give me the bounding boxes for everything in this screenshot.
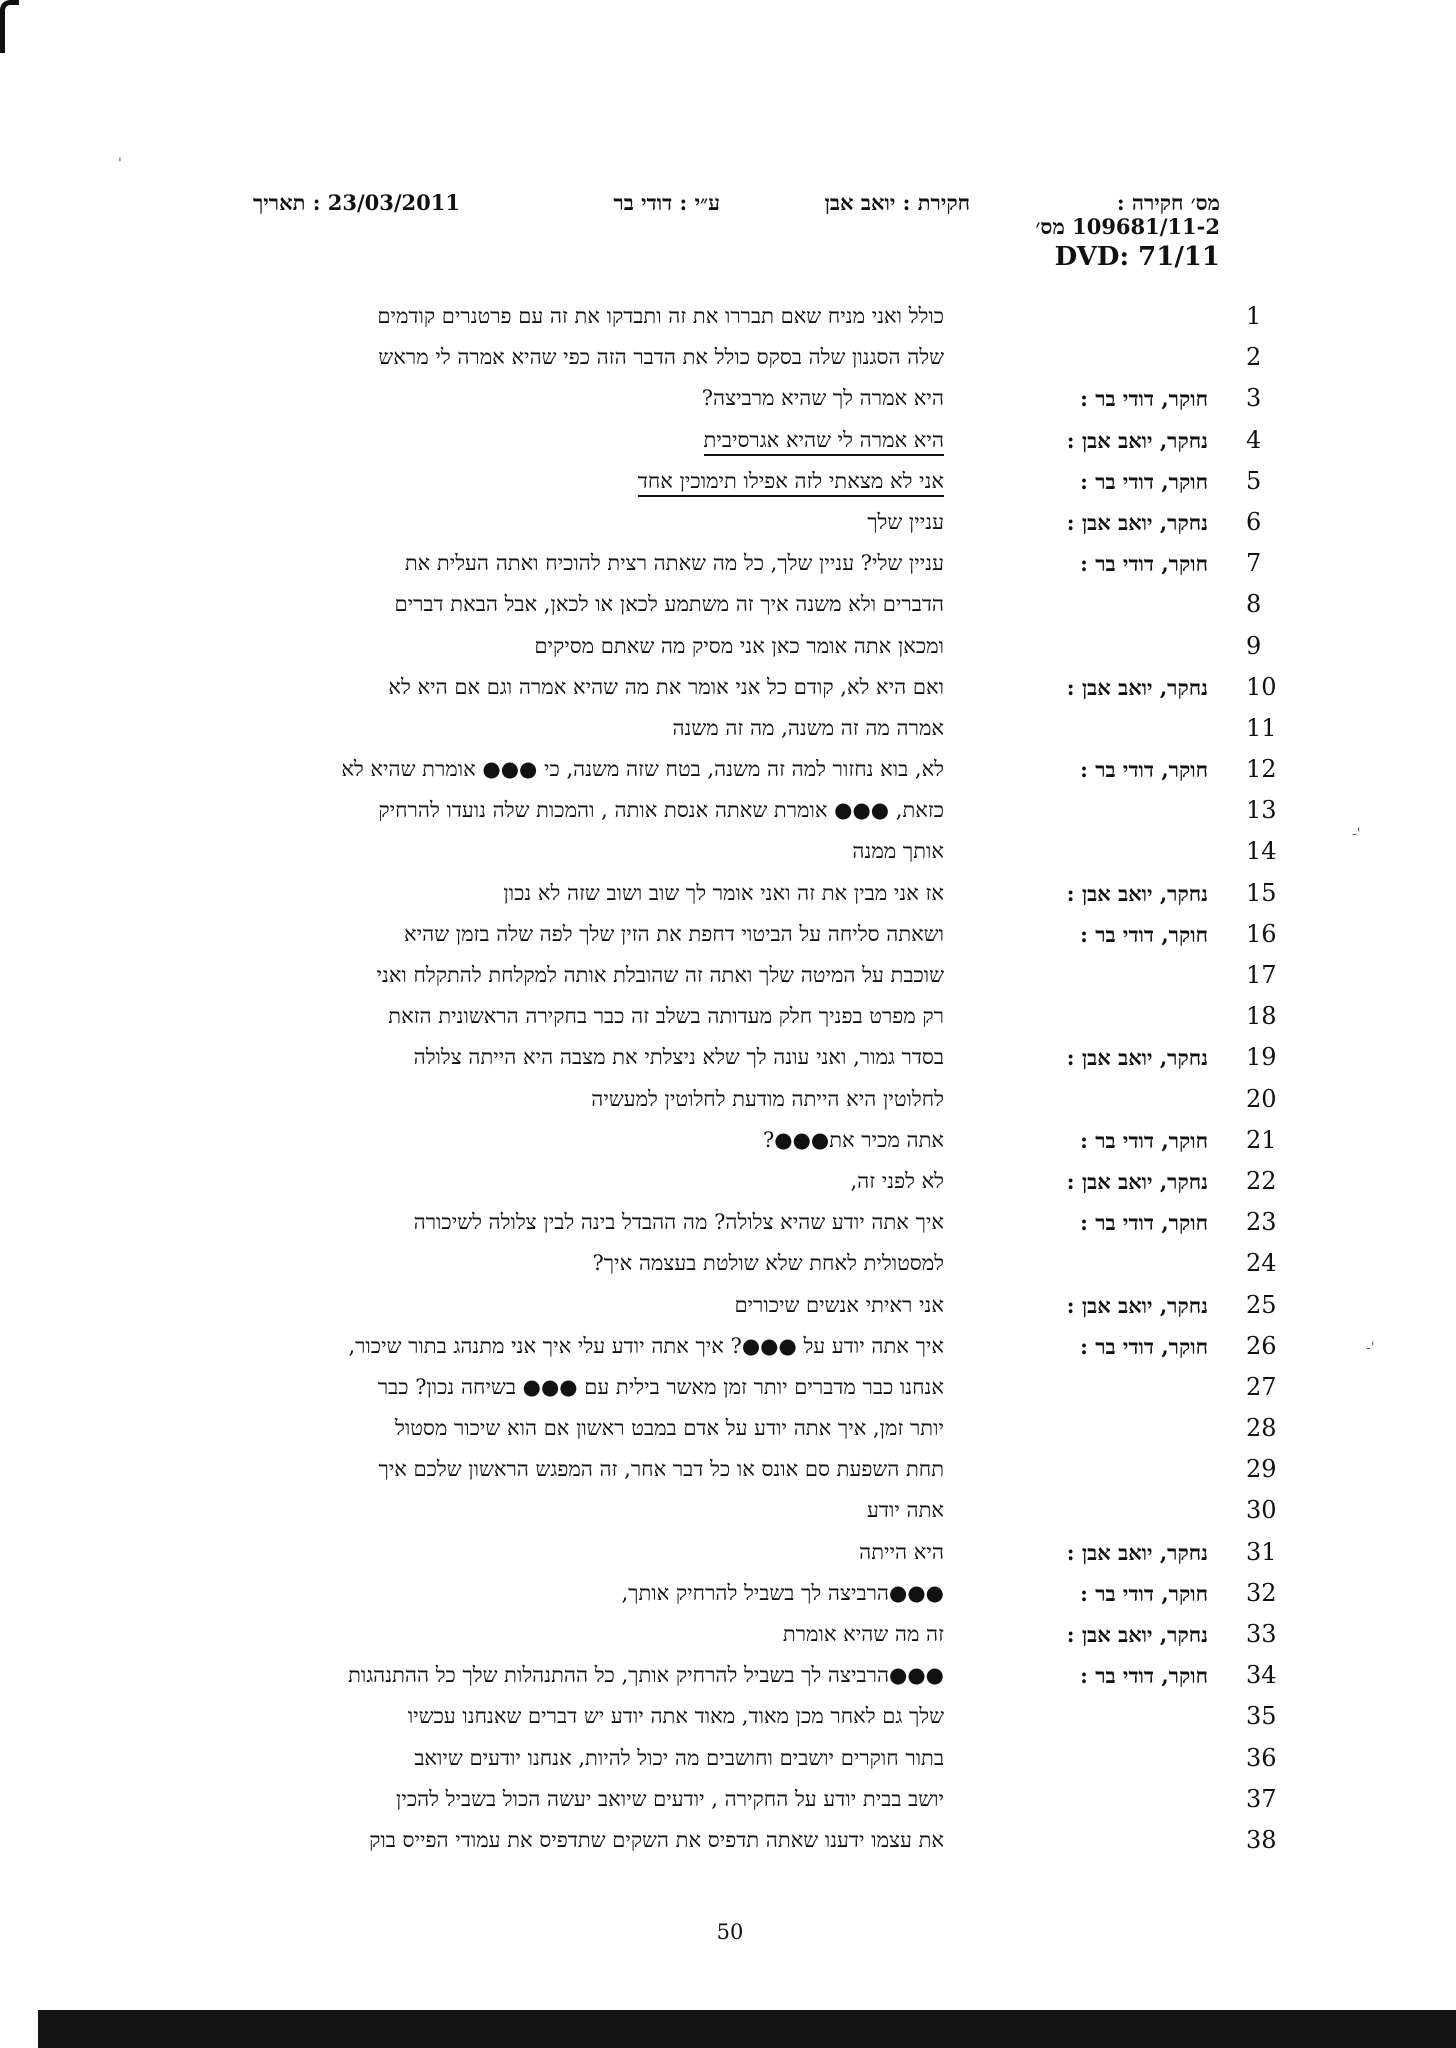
line-text — [224, 1828, 944, 1853]
line-text — [224, 1581, 944, 1606]
transcript-line — [0, 1826, 1456, 1867]
transcript-line — [0, 467, 1456, 508]
speaker-label: חוקר, דודי בר : — [1080, 551, 1208, 577]
line-text-content: בתור חוקרים יושבים וחושבים מה יכול להיות, אנחנו יודעים שיואב — [414, 1745, 944, 1770]
line-text-content: למסטולית לאחת שלא שולטת בעצמה איך? — [592, 1251, 944, 1276]
transcript-line — [0, 796, 1456, 837]
line-number: 37 — [1246, 1784, 1277, 1813]
transcript-line — [0, 755, 1456, 796]
line-number: 29 — [1246, 1455, 1277, 1484]
line-number: 19 — [1246, 1043, 1277, 1072]
line-text-content: כזאת, ●●● אומרת שאתה אנסת אותה , והמכות שלה נועדו להרחיק — [378, 798, 944, 823]
line-text-content: ושאתה סליחה על הביטוי דחפת את הזין שלך לפה שלה בזמן שהיא — [404, 921, 944, 946]
line-text-content: לא לפני זה, — [850, 1168, 944, 1193]
line-number: 34 — [1246, 1661, 1277, 1690]
line-text-content: שוכבת על המיטה שלך ואתה זה שהובלת אותה למקלחת להתקלח ואני — [376, 963, 944, 987]
transcript-line — [0, 1455, 1456, 1496]
speaker-label: נחקר, יואב אבן : — [1066, 1539, 1208, 1565]
line-number: 7 — [1246, 549, 1262, 578]
line-text — [224, 469, 944, 494]
line-text — [224, 1704, 944, 1729]
line-text-content: יושב בבית יודע על החקירה , יודעים שיואב יעשה הכול בשביל להכין — [395, 1786, 944, 1811]
speaker-label: חוקר, דודי בר : — [1080, 1210, 1208, 1236]
transcript-line — [0, 1744, 1456, 1785]
line-number: 23 — [1246, 1208, 1277, 1237]
line-number: 24 — [1246, 1249, 1277, 1278]
transcript-line — [0, 1373, 1456, 1414]
line-text-content: ואם היא לא, קודם כל אני אומר את מה שהיא אמרה וגם אם היא לא — [388, 674, 944, 699]
page-number: 50 — [716, 1920, 744, 1944]
speaker-label: חוקר, דודי בר : — [1080, 1127, 1208, 1153]
line-text — [224, 1622, 944, 1647]
case-number: 109681/11-2 מס׳ — [1035, 214, 1220, 239]
line-text-content: עניין שלך — [867, 509, 944, 534]
line-text — [224, 1746, 944, 1771]
line-text-content: אותך ממנה — [852, 839, 944, 864]
transcript-line — [0, 426, 1456, 467]
line-text — [224, 634, 944, 659]
line-text — [224, 1334, 944, 1359]
line-text — [224, 675, 944, 700]
line-text-content: ומכאן אתה אומר כאן אני מסיק מה שאתם מסיקים — [534, 633, 944, 658]
line-text-content: עניין שלי? עניין שלך, כל מה שאתה רצית להוכיח ואתה העלית את — [404, 551, 944, 576]
line-text — [224, 757, 944, 782]
transcript-line — [0, 1332, 1456, 1373]
line-text-content: לחלוטין היא הייתה מודעת לחלוטין למעשיה — [591, 1086, 944, 1111]
transcript-line — [0, 1002, 1456, 1043]
line-number: 15 — [1246, 878, 1277, 907]
line-number: 12 — [1246, 755, 1277, 784]
dvd-number: DVD: 71/11 — [1054, 242, 1220, 272]
transcript-line — [0, 1661, 1456, 1702]
speaker-label: נחקר, יואב אבן : — [1066, 509, 1208, 535]
transcript-line — [0, 302, 1456, 343]
speaker-label: חוקר, דודי בר : — [1080, 468, 1208, 494]
line-text — [224, 1457, 944, 1482]
line-number: 1 — [1246, 302, 1262, 330]
transcript-line — [0, 1291, 1456, 1332]
line-text — [224, 839, 944, 864]
investigator: ע״י : דודי בר — [613, 190, 720, 215]
transcript-line — [0, 549, 1456, 590]
line-text — [224, 716, 944, 741]
line-text — [224, 592, 944, 617]
transcript-line — [0, 1126, 1456, 1167]
line-text-content: היא אמרה לי שהיא אגרסיבית — [704, 428, 944, 456]
line-text-content: כולל ואני מניח שאם תבררו את זה ותבדקו את זה עם פרטנרים קודמים — [377, 304, 944, 328]
transcript-line — [0, 1167, 1456, 1208]
speaker-label: נחקר, יואב אבן : — [1066, 1168, 1208, 1194]
transcript-line — [0, 714, 1456, 755]
transcript-line — [0, 1043, 1456, 1084]
line-number: 17 — [1246, 961, 1277, 989]
line-text — [224, 1787, 944, 1812]
line-text — [224, 1540, 944, 1565]
line-text — [224, 963, 944, 988]
line-number: 11 — [1246, 713, 1277, 742]
line-text — [224, 881, 944, 906]
line-text — [224, 1251, 944, 1276]
line-number: 35 — [1246, 1702, 1277, 1731]
transcript-line — [0, 1414, 1456, 1455]
line-text-content: אמרה מה זה משנה, מה זה משנה — [672, 715, 944, 740]
line-text-content: אנחנו כבר מדברים יותר זמן מאשר בילית עם ●●● בשיחה נכון? כבר — [377, 1374, 944, 1399]
line-number: 27 — [1246, 1372, 1277, 1401]
speaker-label: חוקר, דודי בר : — [1080, 921, 1208, 947]
speaker-label: חוקר, דודי בר : — [1080, 1333, 1208, 1359]
transcript-line — [0, 920, 1456, 961]
line-text-content: איך אתה יודע על ●●●? איך אתה יודע עלי איך אני מתנהג בתור שיכור, — [348, 1333, 944, 1358]
line-text-content: היא הייתה — [859, 1539, 944, 1564]
line-text-content: לא, בוא נחזור למה זה משנה, בטח שזה משנה, כי ●●● אומרת שהיא לא — [341, 757, 944, 782]
transcript-line — [0, 1785, 1456, 1826]
scan-speck: ' — [118, 156, 122, 172]
transcript-line — [0, 1208, 1456, 1249]
line-number: 16 — [1246, 919, 1277, 948]
line-number: 38 — [1246, 1825, 1277, 1854]
transcript-body — [0, 302, 1456, 1867]
transcript-line — [0, 961, 1456, 1002]
transcript-line — [0, 343, 1456, 384]
line-number: 36 — [1246, 1743, 1277, 1772]
line-number: 26 — [1246, 1331, 1277, 1360]
speaker-label: נחקר, יואב אבן : — [1066, 880, 1208, 906]
line-text-content: שלה הסגנון שלה בסקס כולל את הדבר הזה כפי שהיא אמרה לי מראש — [378, 345, 944, 370]
line-text — [224, 1087, 944, 1112]
line-text-content: זה מה שהיא אומרת — [782, 1622, 944, 1646]
line-text-content: תחת השפעת סם אונס או כל דבר אחר, זה המפגש הראשון שלכם איך — [378, 1457, 944, 1482]
transcript-line — [0, 1538, 1456, 1579]
transcript-line — [0, 384, 1456, 425]
line-text-content: אני ראיתי אנשים שיכורים — [734, 1292, 944, 1317]
line-number: 9 — [1246, 631, 1262, 660]
line-number: 25 — [1246, 1290, 1277, 1319]
line-text — [224, 1045, 944, 1070]
line-text — [224, 1293, 944, 1318]
transcript-line — [0, 1702, 1456, 1743]
speaker-label: נחקר, יואב אבן : — [1066, 1622, 1208, 1647]
line-text-content: היא אמרה לך שהיא מרביצה? — [701, 386, 944, 411]
line-number: 8 — [1246, 590, 1262, 619]
line-text-content: אני לא מצאתי לזה אפילו תימוכין אחד — [638, 469, 944, 497]
line-text — [224, 551, 944, 576]
line-text — [224, 510, 944, 535]
transcript-line — [0, 632, 1456, 673]
line-text — [224, 922, 944, 947]
case-label: מס׳ חקירה : — [1116, 190, 1220, 215]
line-text-content: ●●●הרביצה לך בשביל להרחיק אותך, כל ההתנהלות שלך כל ההתנהגות — [348, 1663, 944, 1688]
line-number: 21 — [1246, 1125, 1277, 1154]
line-text-content: הדברים ולא משנה איך זה משתמע לכאן או לכאן, אבל הבאת דברים — [394, 592, 944, 617]
line-text — [224, 1210, 944, 1235]
line-text-content: יותר זמן, איך אתה יודע על אדם במבט ראשון אם הוא שיכור מסטול — [395, 1416, 944, 1441]
line-text — [224, 386, 944, 411]
scan-bottom-bar — [38, 2010, 1456, 2048]
line-text — [224, 345, 944, 370]
line-text — [224, 798, 944, 823]
line-text-content: בסדר גמור, ואני עונה לך שלא ניצלתי את מצבה היא הייתה צלולה — [413, 1045, 944, 1070]
line-number: 20 — [1246, 1084, 1277, 1113]
speaker-label: נחקר, יואב אבן : — [1066, 1292, 1208, 1318]
speaker-label: נחקר, יואב אבן : — [1066, 674, 1208, 700]
transcript-line — [0, 1620, 1456, 1661]
line-number: 33 — [1246, 1620, 1277, 1648]
line-text-content: רק מפרט בפניך חלק מעדותה בשלב זה כבר בחקירה הראשונית הזאת — [388, 1004, 944, 1029]
line-number: 10 — [1246, 672, 1277, 701]
transcript-line — [0, 879, 1456, 920]
line-text-content: אתה יודע — [866, 1498, 944, 1523]
speaker-label: חוקר, דודי בר : — [1080, 1663, 1208, 1689]
speaker-label: חוקר, דודי בר : — [1080, 1580, 1208, 1606]
transcript-line — [0, 1496, 1456, 1537]
speaker-label: נחקר, יואב אבן : — [1066, 1045, 1208, 1071]
investigation-subject: חקירת : יואב אבן — [824, 190, 970, 215]
document-date: 23/03/2011 : תאריך — [252, 190, 460, 215]
line-number: 28 — [1246, 1414, 1277, 1443]
line-number: 22 — [1246, 1166, 1277, 1195]
line-text-content: ●●●הרביצה לך בשביל להרחיק אותך, — [621, 1580, 944, 1605]
line-text-content: אז אני מבין את זה ואני אומר לך שוב ושוב שזה לא נכון — [503, 880, 944, 905]
line-text-content: את עצמו ידענו שאתה תדפיס את השקים שתדפיס את עמודי הפייס בוק — [369, 1827, 944, 1852]
line-text-content: שלך גם לאחר מכן מאוד, מאוד אתה יודע יש דברים שאנחנו עכשיו — [407, 1704, 944, 1729]
line-number: 5 — [1246, 466, 1262, 495]
transcript-line — [0, 837, 1456, 878]
transcript-line — [0, 673, 1456, 714]
scan-speck: -' — [1366, 1340, 1375, 1356]
line-text — [224, 1663, 944, 1688]
line-text — [224, 1169, 944, 1194]
line-number: 3 — [1246, 384, 1262, 413]
transcript-line — [0, 1085, 1456, 1126]
line-number: 18 — [1246, 1002, 1277, 1031]
scan-speck: -' — [1352, 826, 1361, 842]
document-header — [240, 190, 1220, 280]
line-text — [224, 1375, 944, 1400]
line-number: 14 — [1246, 837, 1277, 866]
line-text — [224, 1004, 944, 1029]
speaker-label: חוקר, דודי בר : — [1080, 386, 1208, 412]
transcript-line — [0, 1579, 1456, 1620]
transcript-line — [0, 1249, 1456, 1290]
line-text — [224, 1416, 944, 1441]
line-number: 32 — [1246, 1578, 1277, 1607]
line-number: 31 — [1246, 1537, 1277, 1566]
line-text — [224, 428, 944, 453]
line-text — [224, 1498, 944, 1523]
line-text — [224, 1128, 944, 1153]
line-text — [224, 304, 944, 329]
line-text-content: איך אתה יודע שהיא צלולה? מה ההבדל בינה לבין צלולה לשיכורה — [413, 1210, 944, 1235]
line-number: 13 — [1246, 796, 1277, 825]
line-number: 6 — [1246, 507, 1262, 536]
scan-corner-mark — [0, 0, 19, 53]
line-text-content: אתה מכיר את●●●? — [762, 1127, 944, 1152]
transcript-line — [0, 508, 1456, 549]
transcript-line — [0, 590, 1456, 631]
line-number: 2 — [1246, 343, 1262, 372]
speaker-label: נחקר, יואב אבן : — [1066, 427, 1208, 453]
speaker-label: חוקר, דודי בר : — [1080, 757, 1208, 783]
line-number: 30 — [1246, 1496, 1277, 1525]
line-number: 4 — [1246, 425, 1262, 454]
